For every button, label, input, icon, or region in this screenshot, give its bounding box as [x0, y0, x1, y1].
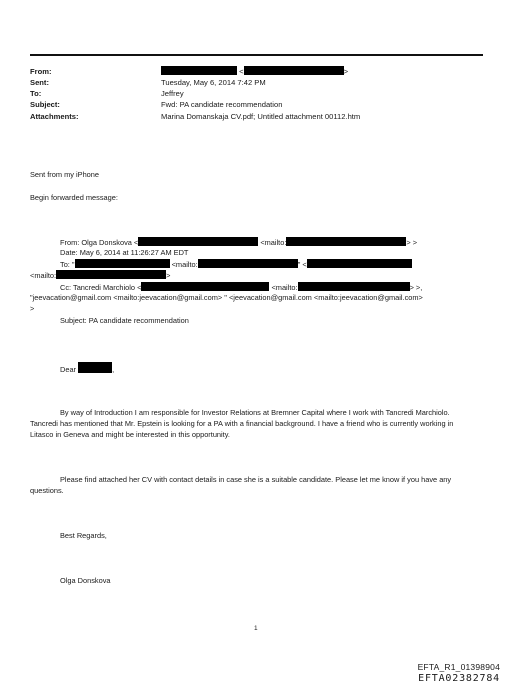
fwd-line-gt: > [166, 271, 171, 280]
fwd-to-quote: " < [297, 260, 307, 269]
from-close-bracket: > [343, 67, 348, 76]
salutation-prefix: Dear [60, 365, 77, 374]
fwd-to-line [60, 259, 412, 270]
salutation-suffix: , [112, 365, 115, 374]
redaction-block [75, 259, 170, 268]
fwd-to-mailto: <mailto: [171, 260, 198, 269]
redaction-block [244, 66, 344, 75]
redaction-block [78, 362, 115, 374]
fwd-cc-mailto: <mailto: [271, 283, 298, 292]
paragraph-attachment: Please find attached her CV with contact details in case she is a suitable candidate. Please let me know if you have any questions. [30, 475, 452, 495]
subject-label: Subject: [30, 100, 60, 109]
to-value: Jeffrey [161, 89, 184, 98]
fwd-line-mailto: <mailto: [30, 271, 57, 280]
redaction-block [286, 237, 406, 246]
header-to-row [30, 88, 184, 99]
header-sent-row [30, 77, 266, 88]
sent-from-line: Sent from my iPhone [30, 170, 100, 179]
bates-stamp-small: EFTA_R1_01398904 [417, 662, 500, 672]
fwd-date-line: Date: May 6, 2014 at 11:26:27 AM EDT [60, 248, 189, 257]
sent-value: Tuesday, May 6, 2014 7:42 PM [161, 78, 266, 87]
fwd-from-prefix: From: Olga Donskova < [60, 238, 139, 247]
redaction-block [298, 282, 410, 291]
fwd-mailto-open: <mailto: [260, 238, 287, 247]
fwd-from-line [60, 237, 417, 248]
redaction-block [141, 282, 269, 291]
redaction-block [138, 237, 258, 246]
signature: Olga Donskova [60, 576, 111, 585]
from-label: From: [30, 67, 52, 76]
fwd-subject-line: Subject: PA candidate recommendation [60, 316, 189, 325]
subject-value: Fwd: PA candidate recommendation [161, 100, 283, 109]
sent-label: Sent: [30, 78, 49, 87]
from-open-bracket: < [239, 67, 244, 76]
header-from-row [30, 66, 348, 77]
header-rule [30, 54, 483, 56]
page-number: 1 [254, 625, 258, 632]
bates-stamp-large: EFTA02382784 [418, 673, 500, 684]
redaction-block [56, 270, 166, 279]
paragraph-introduction: By way of Introduction I am responsible for Investor Relations at Bremner Capital where I work with Tancredi Marchiolo. Tancredi has mentioned that Mr. Epstein is looking for a PA with a financial background. I have a friend who is currently working in Litasco in Geneva and might be interested in this opportunity. [30, 408, 454, 439]
closing: Best Regards, [60, 531, 107, 540]
fwd-to-prefix: To: " [60, 260, 75, 269]
fwd-cc-prefix: Cc: Tancredi Marchiolo < [60, 283, 142, 292]
fwd-cc-close: > >, [409, 283, 423, 292]
fwd-addr-close: > > [406, 238, 418, 247]
header-subject-row [30, 99, 282, 110]
redaction-block [307, 259, 412, 268]
fwd-cc-line2: "jeevacation@gmail.com <mailto:jeevacation@gmail.com> " <jeevacation@gmail.com <mailto:jeevacation@gmail.com> [30, 293, 423, 302]
fwd-cc-line [60, 282, 422, 293]
header-attachments-row [30, 111, 360, 122]
redaction-block [198, 259, 298, 268]
redaction-block [161, 66, 237, 75]
fwd-cc-line3: > [30, 304, 35, 313]
attachments-value: Marina Domanskaja CV.pdf; Untitled attachment 00112.htm [161, 112, 361, 121]
salutation [60, 362, 114, 375]
attachments-label: Attachments: [30, 112, 79, 121]
begin-forwarded-line: Begin forwarded message: [30, 193, 118, 202]
to-label: To: [30, 89, 42, 98]
fwd-to-continuation [30, 270, 170, 281]
